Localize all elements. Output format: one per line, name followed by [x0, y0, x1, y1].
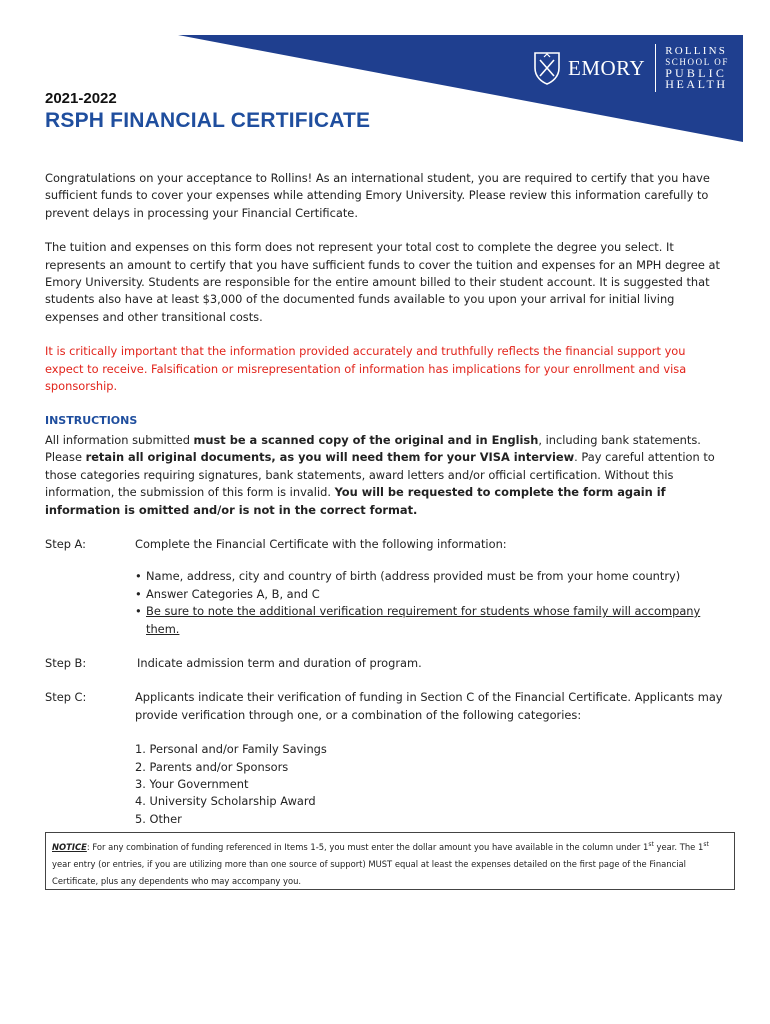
emory-wordmark: EMORY: [568, 55, 646, 80]
tuition-paragraph: The tuition and expenses on this form does not represent your total cost to complete the degree you select. It represents an amount to certify that you have sufficient funds to cover the tuition and expenses for an MPH degree at Emory University. Students are responsible for the entire amount billed to their student account. It is suggested that students also have at least $3,000 of the documented funds available to you upon your arrival for initial living expenses and other transitional costs.: [45, 240, 720, 324]
bullet-text: Answer Categories A, B, and C: [146, 586, 320, 601]
rollins-line-4: HEALTH: [665, 77, 728, 91]
rollins-wordmark: [665, 46, 729, 90]
instructions-text-3: . Pay careful attention to those categories requiring signatures, bank statements, award letters and/or official certification. Without this information, the submission of this form is invalid.: [45, 450, 715, 500]
list-item: 3. Your Government: [135, 776, 249, 791]
step-a-bullets: [135, 568, 727, 638]
step-c: [45, 689, 727, 724]
list-item: 2. Parents and/or Sponsors: [135, 759, 289, 774]
bullet-text: Name, address, city and country of birth (address provided must be from your home country): [146, 569, 681, 584]
step-b: [45, 655, 727, 672]
step-a-label: Step A:: [45, 536, 86, 551]
rollins-line-3: PUBLIC: [665, 66, 728, 80]
instructions-text-2: , including bank statements. Please: [45, 432, 701, 465]
step-c-label: Step C:: [45, 690, 87, 705]
notice-label: NOTICE: [52, 842, 87, 852]
notice-colon: :: [86, 842, 90, 852]
list-item: 5. Other: [135, 811, 182, 826]
list-item: [135, 568, 727, 585]
step-a-text: Complete the Financial Certificate with the following information:: [135, 536, 507, 551]
intro-paragraph: Congratulations on your acceptance to Rollins! As an international student, you are required to certify that you have sufficient funds to cover your expenses while attending Emory University. Please review this information carefully to prevent delays in processing your Financial Certificate.: [45, 171, 710, 220]
emory-shield-icon: [532, 50, 562, 86]
step-b-text: Indicate admission term and duration of program.: [137, 655, 422, 670]
funding-categories: [135, 741, 727, 828]
rollins-line-1: ROLLINS: [665, 45, 728, 57]
bullet-text: Be sure to note the additional verification requirement for students whose family will accompany them.: [146, 604, 701, 636]
notice-text-2: year. The 1: [653, 842, 704, 852]
page-title: RSPH FINANCIAL CERTIFICATE: [45, 109, 371, 132]
document-body: [45, 170, 727, 834]
list-item: 1. Personal and/or Family Savings: [135, 742, 327, 757]
list-item: [135, 603, 727, 638]
list-item: [135, 586, 727, 603]
rollins-line-2: SCHOOL OF: [665, 57, 730, 67]
logo-divider: [655, 44, 656, 92]
academic-year: 2021-2022: [45, 90, 117, 107]
step-b-label: Step B:: [45, 655, 87, 670]
list-item: 4. University Scholarship Award: [135, 794, 316, 809]
instructions-bold-3: You will be requested to complete the form again if information is omitted and/or is not in the correct format.: [45, 485, 666, 517]
notice-text-3: year entry (or entries, if you are utilizing more than one source of support) MUST equal at least the expenses detailed on the first page of the Financial Certificate, plus any dependents who may accompany you.: [52, 859, 686, 886]
notice-text-1: For any combination of funding referenced in Items 1-5, you must enter the dollar amount you have available in the column under 1: [89, 842, 649, 852]
emory-rollins-logo: [532, 40, 729, 96]
notice-box: [45, 832, 735, 890]
instructions-heading: INSTRUCTIONS: [45, 414, 138, 428]
notice-sup-1: st: [648, 841, 654, 849]
step-a: [45, 536, 727, 553]
warning-paragraph: It is critically important that the information provided accurately and truthfully reflects the financial support you expect to receive. Falsification or misrepresentation of information has implications for your enrollment and visa sponsorship.: [45, 344, 687, 394]
step-c-text: Applicants indicate their verification of funding in Section C of the Financial Certificate. Applicants may provide verification through one, or a combination of the following categories:: [135, 690, 723, 722]
notice-sup-2: st: [703, 841, 709, 849]
instructions-bold-2: retain all original documents, as you will need them for your VISA interview: [85, 450, 575, 465]
instructions-paragraph: [45, 432, 727, 519]
instructions-bold-1: must be a scanned copy of the original and in English: [193, 432, 539, 447]
instructions-text-1: All information submitted: [45, 432, 194, 447]
